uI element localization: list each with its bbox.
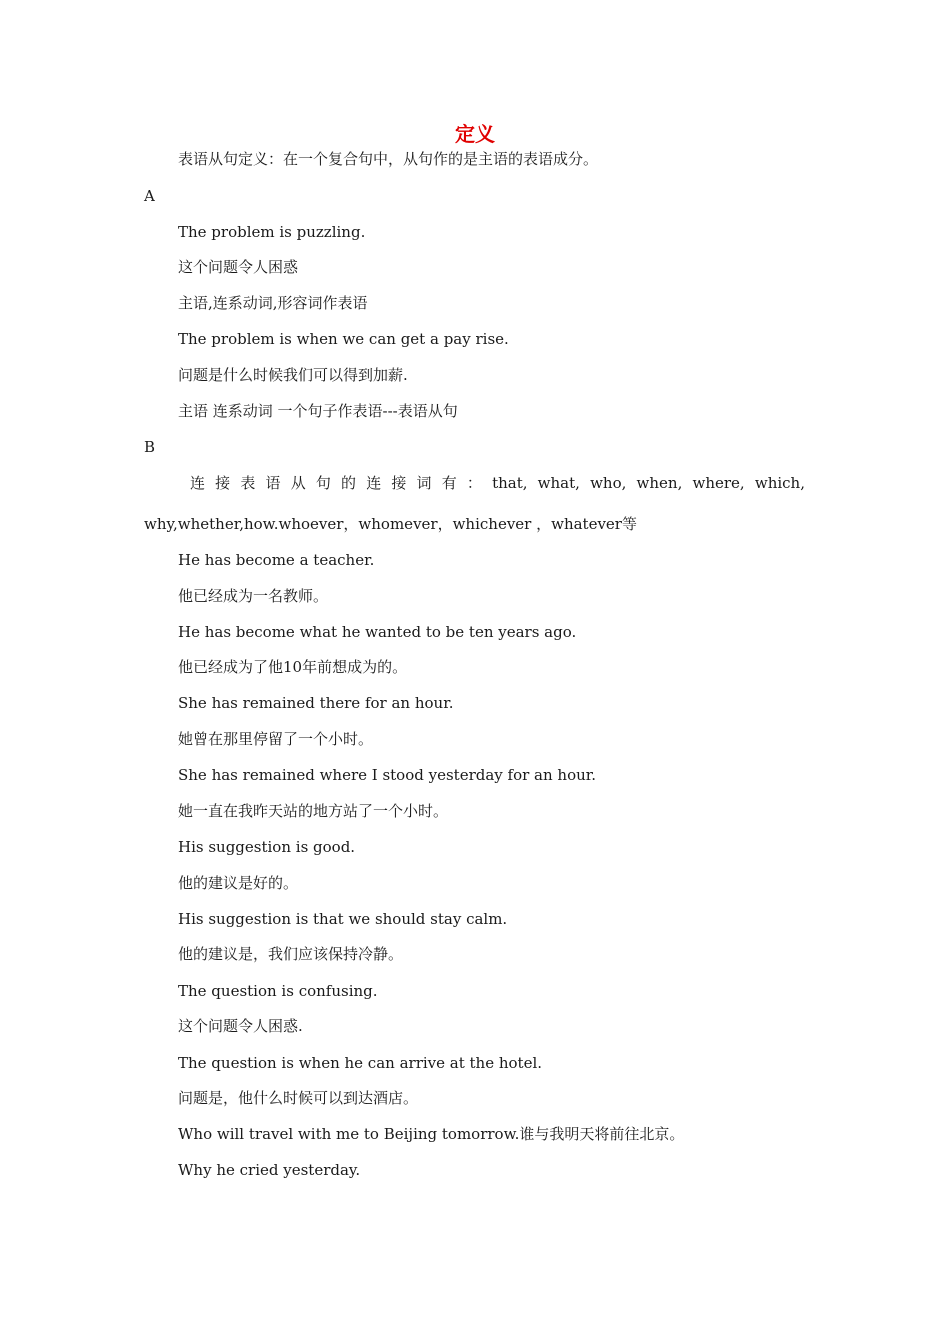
connector-word: 接: [391, 474, 407, 492]
example-line: 他已经成为一名教师。: [178, 587, 329, 605]
example-line: 这个问题令人困惑.: [178, 1017, 303, 1035]
connector-word: 连: [366, 474, 382, 492]
connectors-intro: [190, 472, 805, 494]
example-line: 问题是什么时候我们可以得到加薪.: [178, 366, 408, 384]
section-a-label: A: [144, 187, 155, 205]
connector-word: 连: [190, 474, 206, 492]
example-line: Who will travel with me to Beijing tomorrow.谁与我明天将前往北京。: [178, 1125, 685, 1143]
example-line: He has become what he wanted to be ten years ago.: [178, 623, 577, 641]
connector-word: 从: [290, 474, 306, 492]
example-line: The question is confusing.: [178, 982, 378, 1000]
connector-word: when,: [636, 474, 683, 492]
connector-word: 词: [416, 474, 432, 492]
example-line: His suggestion is that we should stay calm.: [178, 910, 508, 928]
connector-word: 句: [315, 474, 331, 492]
example-line: 他的建议是好的。: [178, 874, 299, 892]
example-line: 他的建议是，我们应该保持冷静。: [178, 945, 404, 963]
example-line: 问题是，他什么时候可以到达酒店。: [178, 1089, 419, 1107]
connector-word: ：: [466, 474, 482, 492]
example-line: The problem is when we can get a pay rise.: [178, 330, 509, 348]
connector-word: what,: [537, 474, 580, 492]
connector-word: where,: [692, 474, 745, 492]
example-line: 主语,连系动词,形容词作表语: [178, 294, 368, 312]
section-b-label: B: [144, 438, 156, 456]
example-line: 他已经成为了他10年前想成为的。: [178, 658, 408, 676]
example-line: Why he cried yesterday.: [178, 1161, 361, 1179]
example-line: She has remained there for an hour.: [178, 694, 454, 712]
connectors-continued: why,whether,how.whoever，whomever，whichever ，whatever等: [144, 515, 637, 533]
connector-word: 接: [215, 474, 231, 492]
example-line: The problem is puzzling.: [178, 223, 366, 241]
connector-word: 有: [441, 474, 457, 492]
connector-word: who,: [590, 474, 627, 492]
connector-word: that,: [492, 474, 528, 492]
example-line: She has remained where I stood yesterday for an hour.: [178, 766, 597, 784]
page-title: 定义: [455, 122, 495, 146]
example-line: The question is when he can arrive at the hotel.: [178, 1054, 543, 1072]
connector-word: 表: [240, 474, 256, 492]
example-line: 她一直在我昨天站的地方站了一个小时。: [178, 802, 449, 820]
example-line: 这个问题令人困惑: [178, 258, 299, 276]
example-line: His suggestion is good.: [178, 838, 356, 856]
example-line: 她曾在那里停留了一个小时。: [178, 730, 374, 748]
connector-word: which,: [754, 474, 805, 492]
connector-word: 语: [265, 474, 281, 492]
example-line: He has become a teacher.: [178, 551, 375, 569]
connector-word: 的: [341, 474, 357, 492]
definition-text: 表语从句定义：在一个复合句中，从句作的是主语的表语成分。: [178, 150, 599, 168]
example-line: 主语 连系动词 一个句子作表语---表语从句: [178, 402, 458, 420]
